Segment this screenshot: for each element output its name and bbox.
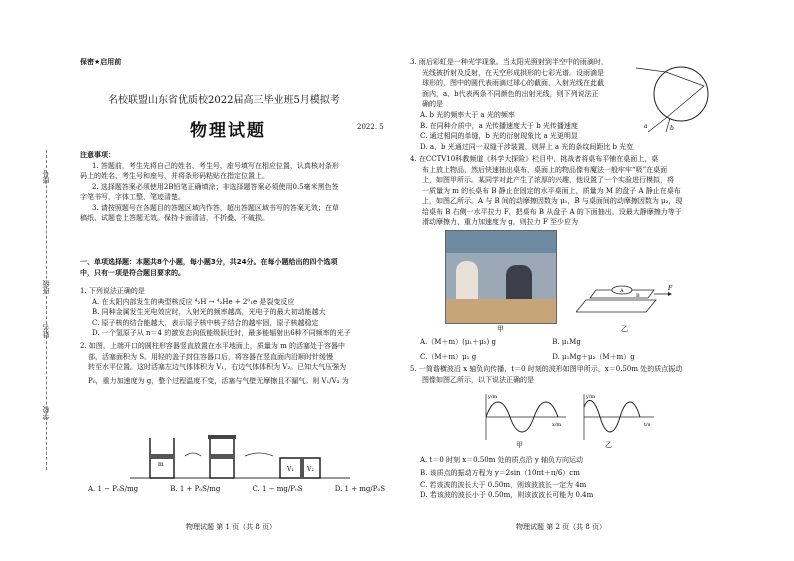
q4-option-b: B. μ₁Mg bbox=[552, 338, 581, 346]
q5-option-d: D. 若该波的波长小于 0.50m，则该波波长可能为 0.4m bbox=[420, 491, 594, 499]
q2-options bbox=[88, 484, 408, 495]
q2-figure bbox=[130, 430, 350, 482]
q2-option-d: D. 1 + mg/P₀S bbox=[334, 485, 386, 493]
lid bbox=[208, 435, 236, 439]
vibration-curve bbox=[584, 400, 640, 432]
question-4 bbox=[410, 154, 740, 228]
q4-line: 给桌布 B 右侧一水平拉力 F，把桌布 B 从盘子 A 的下面抽出。设最大静摩擦力等于 bbox=[422, 207, 682, 216]
q5-wave-caption: 甲 bbox=[516, 441, 523, 449]
q4-line: 布上放上物品，然后快速抽出桌布，桌面上的物品像有魔法一般牢牢“吸”在桌面 bbox=[422, 165, 668, 174]
q2-line: P₀，重力加速度为 g，整个过程温度不变，活塞与气壁无摩擦且不漏气。则 V₁/V₂ 为 bbox=[88, 376, 349, 385]
q3-line: 确的是 bbox=[422, 100, 443, 108]
arrowhead-icon bbox=[668, 292, 672, 296]
force-label: F bbox=[668, 285, 673, 292]
table-surface bbox=[446, 299, 556, 323]
q1-option-b: B. 同种金属发生光电效应时，入射光的频率越高，光电子的最大初动能越大 bbox=[92, 308, 326, 316]
q5-vibration-caption: 乙 bbox=[605, 441, 612, 449]
q5-option-c: C. 若该波的波长大于 0.50m，则该波波长一定为 4m bbox=[420, 480, 587, 489]
q4-diagram-caption: 乙 bbox=[621, 325, 628, 333]
q2-option-c: C. 1 − mg/P₀S bbox=[252, 485, 303, 493]
q4-photo bbox=[445, 230, 557, 324]
piston bbox=[150, 454, 174, 459]
arrow-icon bbox=[185, 453, 201, 456]
q3-line: 光线被折射及反射，在天空形成拱形的七彩光谱。设雨滴是 bbox=[422, 68, 604, 77]
note-line: 码上的姓名、考生号和座号，并将条形码粘贴在指定位置上。 bbox=[80, 172, 269, 180]
class-label: 班级 bbox=[42, 280, 50, 294]
q3-options bbox=[420, 110, 720, 152]
q5-vibration-figure bbox=[578, 392, 658, 442]
arrow-icon bbox=[245, 453, 273, 456]
q4-options bbox=[420, 337, 740, 362]
section-one-line: 中，只有一项是符合题目要求的。 bbox=[80, 268, 185, 277]
q3-option-c: C. 通过相同的单缝，b 光的衍射现象比 a 光更明显 bbox=[420, 132, 578, 140]
q4-option-d: D. μ₁Mg＋μ₂（M＋m）g bbox=[552, 352, 635, 361]
q3-option-b: B. 在同种介质中，a 光传播速度大于 b 光传播速度 bbox=[420, 121, 578, 130]
q5-options bbox=[420, 455, 740, 501]
question-5 bbox=[410, 364, 740, 385]
q2-option-a: A. 1 − P₀S/mg bbox=[88, 485, 139, 493]
q1-stem: 1. 下列说法正确的是 bbox=[80, 287, 145, 295]
q3-line: 3. 雨后彩虹是一种光学现象。当太阳光照射到半空中的雨滴时， bbox=[410, 58, 608, 66]
q3-option-d: D. a、b 光通过同一双缝干涉装置，则屏上 a 光的条纹间距比 b 光宽 bbox=[420, 142, 634, 151]
footer-left: 物理试题 第 1 页（共 8 页） bbox=[186, 523, 277, 531]
container-capped bbox=[208, 435, 236, 478]
piston bbox=[300, 458, 304, 478]
notes-section bbox=[80, 150, 400, 224]
q2-line: 转至水平位置。这时活塞左边气体体积为 V₁，右边气体体积为 V₂。已知大气压强为 bbox=[88, 363, 347, 371]
q4-line: 上，如图乙所示。A 与 B 间的动摩擦因数为 μ₁，B 与桌面间的动摩擦因数为 μ₂，现 bbox=[422, 197, 683, 205]
plate-a-label: A bbox=[620, 288, 624, 294]
note-line: 3. 请按照题号在各题目的答题区域内作答，超出答题区域书写的答案无效；在草 bbox=[92, 203, 339, 212]
school-label: 学校 bbox=[42, 406, 50, 420]
q5-line: 5. 一简谐横波沿 x 轴负向传播，t＝0 时刻的波形如图甲所示，x＝0.50m 处的质点振动 bbox=[410, 365, 683, 373]
ray-a-label: a bbox=[644, 123, 648, 130]
q5-option-b: B. 该质点的振动方程为 y＝2sin（10πt＋π/6）cm bbox=[420, 468, 580, 477]
container-rotated bbox=[280, 458, 320, 478]
q4-line: 滑动摩擦力，重力加速度为 g，则拉力 F 至少应为 bbox=[422, 218, 579, 226]
ray-b-label: b bbox=[670, 125, 674, 132]
note-line: 1. 答题前，考生先将自己的姓名、考生号、座号填写在相应位置，认真核对条形 bbox=[92, 161, 339, 170]
q1-option-a: A. 在太阳内部发生的典型核反应 ⁴₂H → ⁴₂He + 2⁰₁e 是裂变反应 bbox=[92, 297, 295, 306]
exam-title: 物理试题 bbox=[190, 121, 266, 141]
mass-label: m bbox=[158, 461, 164, 468]
footer-right: 物理试题 第 2 页（共 8 页） bbox=[516, 523, 607, 531]
cloth-b-label: B bbox=[636, 293, 640, 299]
exam-subtitle: 名校联盟山东省优质校2022届高三毕业班5月模拟考 bbox=[108, 95, 340, 106]
section-one-line: 一、单项选择题：本题共8个小题，每小题3分，共24分。在每小题给出的四个选项 bbox=[80, 258, 338, 266]
question-2 bbox=[80, 341, 400, 389]
v1-label: V₁ bbox=[287, 466, 294, 473]
q4-photo-caption: 甲 bbox=[497, 325, 504, 333]
q3-line: 面内，a、b代表两条不同颜色的出射光线，则下列说法正 bbox=[422, 89, 599, 98]
container-open bbox=[150, 438, 174, 478]
q3-line: 球形的，图中的圆代表雨滴过球心的截面，入射光线在此截 bbox=[422, 79, 604, 87]
note-line: 字笔书写，字体工整、笔迹清楚。 bbox=[80, 193, 185, 201]
table-top bbox=[576, 300, 656, 312]
q5-option-a: A. t＝0 时刻 x＝0.50m 处的质点沿 y 轴负方向运动 bbox=[420, 456, 584, 464]
seat-label: 座号 bbox=[42, 170, 50, 184]
question-1 bbox=[80, 286, 400, 339]
name-label: 姓名 bbox=[42, 324, 50, 338]
q1-option-c: C. 原子核的结合能越大，表示原子核中核子结合的越牢固，原子核越稳定 bbox=[92, 318, 319, 327]
question-3 bbox=[410, 57, 660, 110]
q5-wave-figure bbox=[480, 392, 570, 442]
binding-line bbox=[46, 150, 47, 470]
notes-heading: 注意事项： bbox=[80, 151, 115, 159]
q4-diagram bbox=[576, 272, 676, 320]
q2-line: 部，活塞面积为 S。用轻的盖子封住容器口后，将容器在竖直面内沿顺时针缓慢 bbox=[88, 352, 334, 361]
q4-line: 4. 在CCTV10科教频道《科学大探险》栏目中，挑战者将桌布平铺在桌面上，桌 bbox=[410, 155, 659, 163]
note-line: 2. 选择题答案必须使用2B铅笔正确填涂；非选择题答案必须使用0.5毫米黑色签 bbox=[92, 182, 339, 191]
note-line: 稿纸、试题卷上答题无效。保持卡面清洁，不折叠、不破损。 bbox=[80, 214, 269, 222]
incident-ray bbox=[636, 68, 666, 72]
q5-line: 图像如图乙所示，以下说法正确的是 bbox=[422, 375, 534, 384]
confidential-mark: 保密★启用前 bbox=[80, 58, 122, 66]
exam-date: 2022. 5 bbox=[357, 123, 384, 131]
q4-line: 上，如图甲所示。某同学对此产生了浓厚的兴趣，他设置了一个实验进行模拟，将 bbox=[422, 176, 674, 184]
q4-option-a: A.（M＋m）(μ₁＋μ₂) g bbox=[420, 338, 496, 346]
q4-option-c: C.（M＋m）μ₁ g bbox=[420, 352, 477, 361]
q2-option-b: B. 1 + P₀S/mg bbox=[170, 485, 221, 493]
studio-banner bbox=[446, 231, 556, 253]
t-label: t/s bbox=[644, 422, 651, 428]
y-label: y/m bbox=[586, 394, 596, 400]
q2-line: 2. 如图，上端开口的圆柱形容器竖直放置在水平地面上，质量为 m 的活塞处于容器中 bbox=[80, 342, 345, 350]
q1-option-d: D. 一个氢原子从 n＝4 的激发态向低能级跃迁时，最多能辐射出6种不同频率的光子 bbox=[92, 329, 351, 337]
x-label: x/m bbox=[552, 422, 562, 428]
q3-option-a: A. b 光的频率大于 a 光的频率 bbox=[420, 111, 515, 119]
q4-line: 一质量为 m 的长桌布 B 静止在固定的水平桌面上，质量为 M 的盘子 A 静止在桌布 bbox=[422, 186, 681, 195]
piston bbox=[210, 454, 234, 459]
y-label: y/m bbox=[488, 394, 498, 400]
v2-label: V₂ bbox=[307, 466, 314, 473]
section-one bbox=[80, 257, 400, 278]
